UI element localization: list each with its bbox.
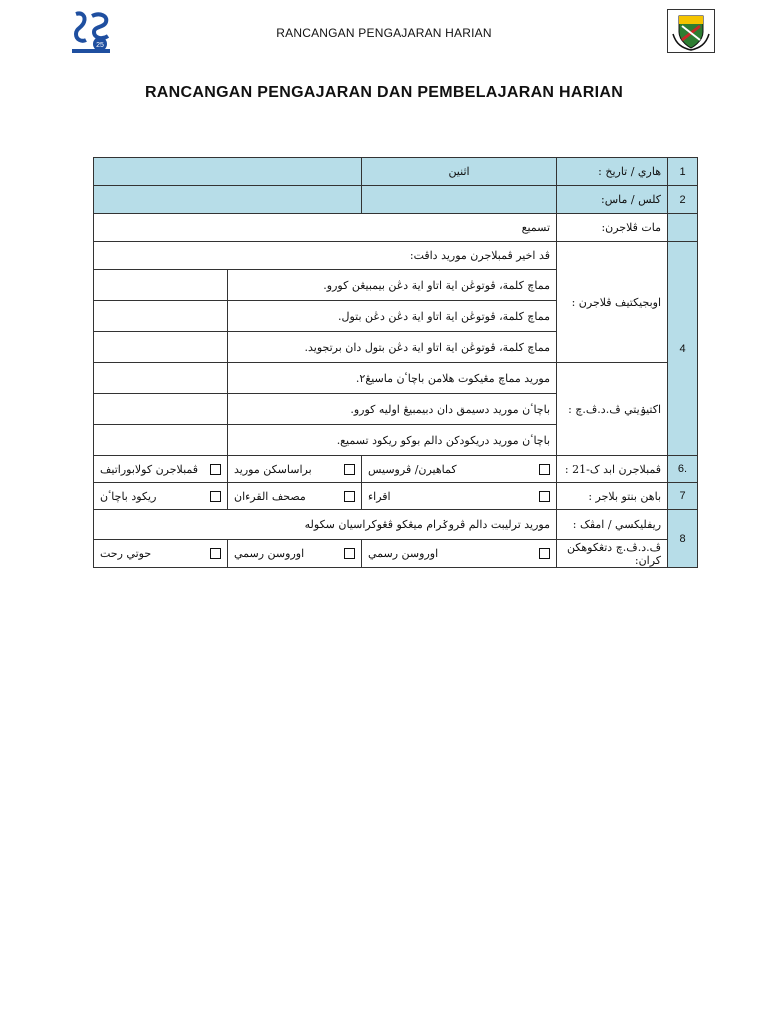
row-number-6: 6.	[668, 456, 698, 483]
row-postponed	[94, 540, 698, 568]
row-class-time	[94, 186, 698, 214]
checkbox[interactable]	[539, 548, 550, 559]
objective-text-3: مماچ كلمة، ڤوتوڠن اية اتاو اية دڠن بتول دان برتجويد.	[228, 332, 557, 363]
row-teaching-aids	[94, 483, 698, 510]
logo-number: 25	[96, 42, 104, 49]
pak21-option-1: كماهيرن/ ڤروسيس	[362, 456, 557, 483]
activity-check-cell	[94, 394, 228, 425]
activity-check-cell	[94, 425, 228, 456]
lesson-plan-table	[93, 157, 698, 568]
aid-option-3: ريكود باچاٴن	[94, 483, 228, 510]
row-number-7: 7	[668, 483, 698, 510]
activity-text-1: موريد مماچ مڠيكوت هلامن باچاٴن ماسيڠ٢.	[228, 363, 557, 394]
objective-text-2: مماچ كلمة، ڤوتوڠن اية اتاو اية دڠن دڠن بتول.	[228, 301, 557, 332]
pak21-label: ڤمبلاجرن ابد ک-21 :	[557, 456, 668, 483]
row-number-8: 8	[668, 510, 698, 568]
checkbox[interactable]	[344, 491, 355, 502]
checkbox[interactable]	[210, 491, 221, 502]
postpone-option-3: حوتي رحت	[94, 540, 228, 568]
checkbox[interactable]	[210, 464, 221, 475]
class-empty-cell-right	[362, 186, 557, 214]
reflection-note: موريد ترليبت دالم ڤروݢرام ميڠكو ڤڠوكراسيان سكوله	[94, 510, 557, 540]
checkbox[interactable]	[344, 464, 355, 475]
aid-option-2: مصحف القرءان	[228, 483, 362, 510]
class-time-label: كلس / ماس:	[557, 186, 668, 214]
postpone-option-2: اوروسن رسمي	[228, 540, 362, 568]
row-number-3-empty	[668, 214, 698, 242]
document-header-title: RANCANGAN PENGAJARAN HARIAN	[276, 26, 492, 40]
subject-value: تسميع	[94, 214, 557, 242]
subject-label: مات ڤلاجرن:	[557, 214, 668, 242]
checkbox[interactable]	[210, 548, 221, 559]
aid-option-1: اقراء	[362, 483, 557, 510]
activity-text-3: باچاٴن موريد دريكودكن دالم بوكو ريكود تسميع.	[228, 425, 557, 456]
postponed-label: ڤ.د.ڤ.چ دتڠكوهكن كران:	[557, 540, 668, 568]
school-crest-logo	[667, 9, 715, 53]
row-number-1: 1	[668, 158, 698, 186]
objectives-label: اوبجيكتيف ڤلاجرن :	[557, 242, 668, 363]
reflection-label: ريفليكسي / امڤک :	[557, 510, 668, 540]
day-date-empty-cell	[94, 158, 362, 186]
day-date-label: هاري / تاريخ :	[557, 158, 668, 186]
activity-text-2: باچاٴن موريد دسيمق دان دبيمبيڠ اوليه کورو.	[228, 394, 557, 425]
activity-item	[94, 363, 698, 394]
pak21-option-2: براساسكن موريد	[228, 456, 362, 483]
day-value: اثنين	[362, 158, 557, 186]
objective-text-1: مماچ كلمة، ڤوتوڠن اية اتاو اية دڠن بيمبيڠن کورو.	[228, 270, 557, 301]
row-pak21	[94, 456, 698, 483]
row-number-2: 2	[668, 186, 698, 214]
row-number-4: 4	[668, 242, 698, 456]
checkbox[interactable]	[539, 464, 550, 475]
page-title: RANCANGAN PENGAJARAN DAN PEMBELAJARAN HARIAN	[144, 84, 624, 101]
objectives-intro: ڤد اخير ڤمبلاجرن موريد داڤت:	[94, 242, 557, 270]
school-anniversary-logo	[70, 10, 112, 54]
row-subject	[94, 214, 698, 242]
objective-check-cell	[94, 332, 228, 363]
row-objectives-intro	[94, 242, 698, 270]
activities-label: اكتيۏيتي ڤ.د.ڤ.چ :	[557, 363, 668, 456]
pak21-option-3: ڤمبلاجرن كولابوراتيف	[94, 456, 228, 483]
class-empty-cell-left	[94, 186, 362, 214]
objective-check-cell	[94, 301, 228, 332]
crest-shield-icon	[668, 10, 714, 52]
postpone-option-1: اوروسن رسمي	[362, 540, 557, 568]
checkbox[interactable]	[539, 491, 550, 502]
row-day-date	[94, 158, 698, 186]
checkbox[interactable]	[344, 548, 355, 559]
objective-check-cell	[94, 270, 228, 301]
activity-check-cell	[94, 363, 228, 394]
teaching-aids-label: باهن بنتو بلاجر :	[557, 483, 668, 510]
row-reflection	[94, 510, 698, 540]
